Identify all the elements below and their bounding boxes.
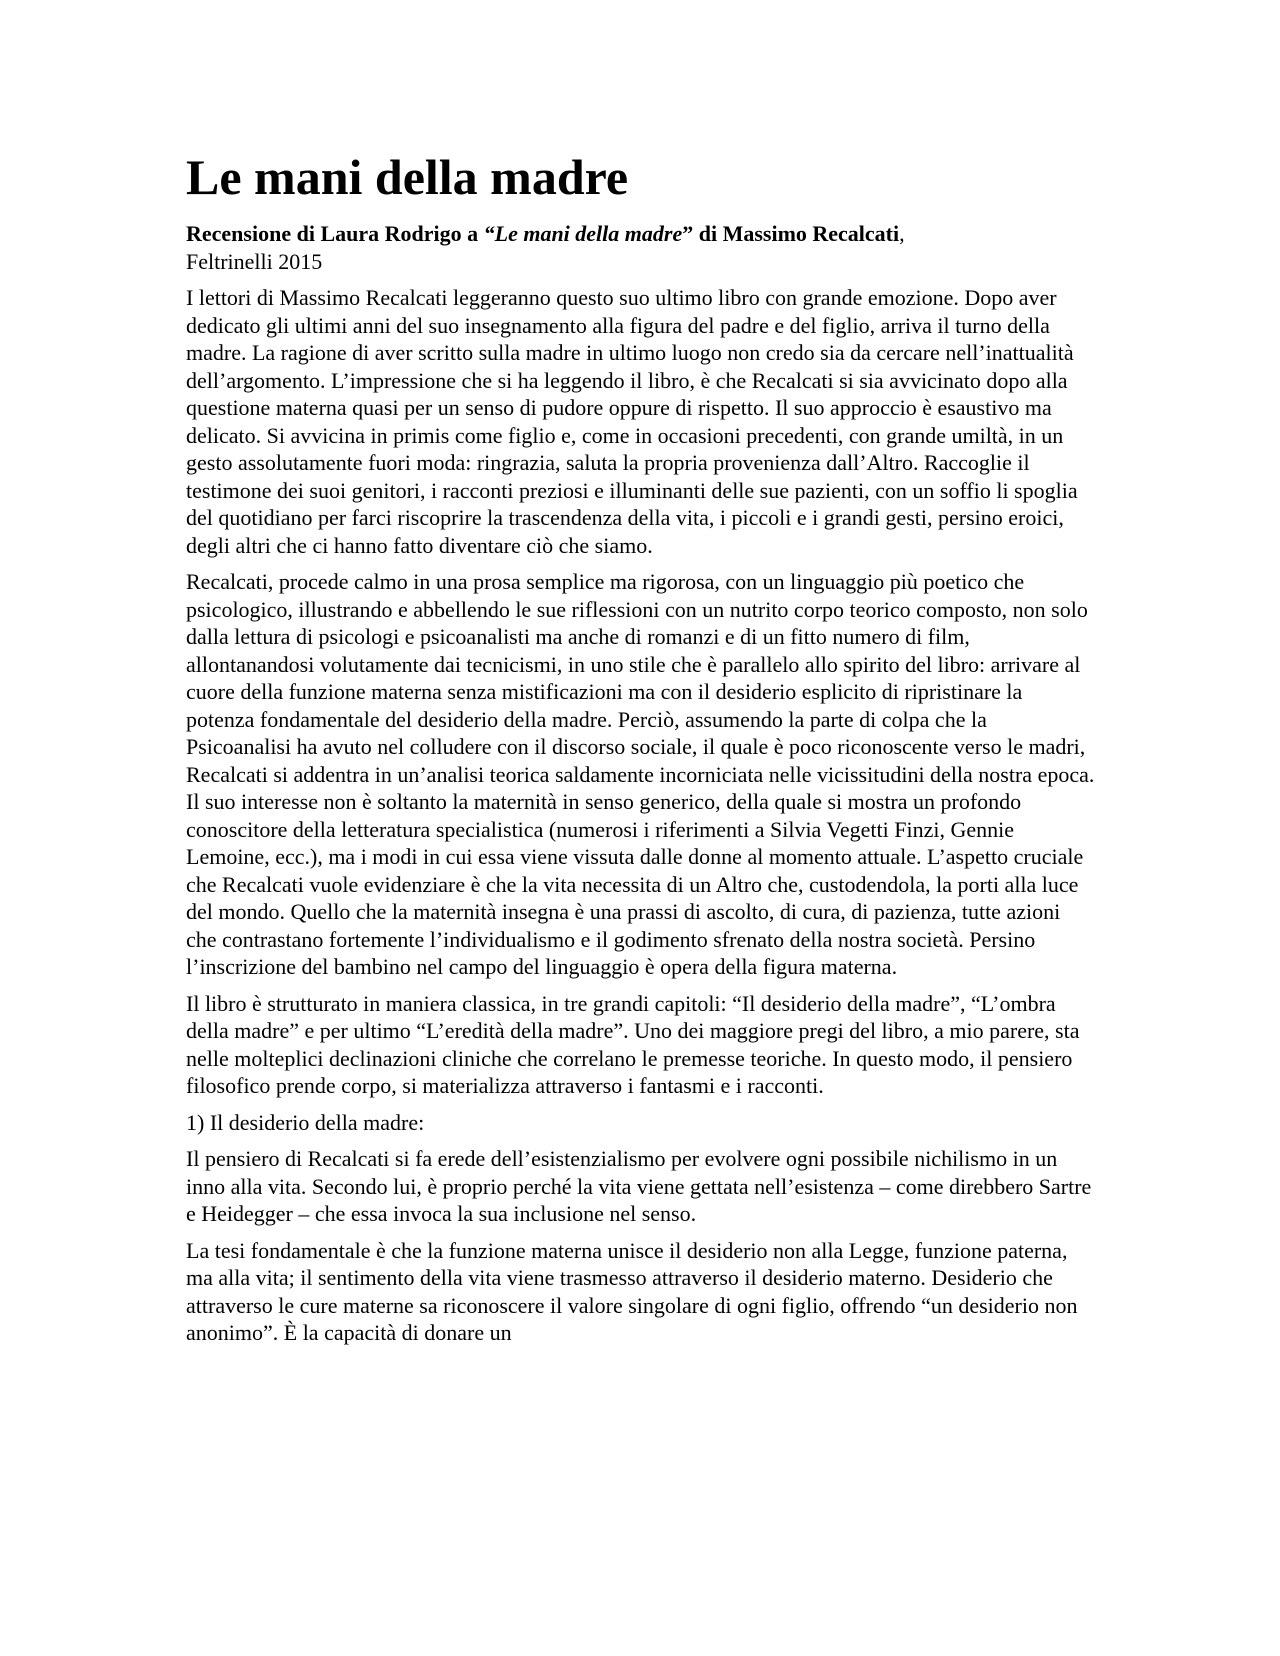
subtitle-reviewer: Recensione di Laura Rodrigo a bbox=[186, 221, 484, 246]
paragraph-structure: Il libro è strutturato in maniera classica, in tre grandi capitoli: “Il desiderio della madre”, “L’ombra della madre” e per ultimo “L’eredità della madre”. Uno dei maggiore pregi del libro, a mio parere, sta nelle molteplici declinazioni cliniche che correlano le premesse teoriche. In questo modo, il pensiero filosofico prende corpo, si materializza attraverso i fantasmi e i racconti. bbox=[186, 990, 1080, 1098]
subtitle-comma: , bbox=[899, 221, 905, 246]
paragraph-intro: I lettori di Massimo Recalcati leggeranno questo suo ultimo libro con grande emozione. Dopo aver dedicato gli ultimi anni del suo insegnamento alla figura del padre e del figlio, arriva il turno della madre. La ragione di aver scritto sulla madre in ultimo luogo non credo sia da cercare nell’inattualità dell’argomento. L’impressione che si ha leggendo il libro, è che Recalcati si sia avvicinato dopo alla questione materna quasi per un senso di pudore oppure di rispetto. Il suo approccio è esaustivo ma delicato. Si avvicina in primis come figlio e, come in occasioni precedenti, con grande umiltà, in un gesto assolutamente fuori moda: ringrazia, saluta la propria provenienza dall’Altro. Raccoglie il testimone dei suoi genitori, i racconti preziosi e illuminanti delle sue pazienti, con un soffio li spoglia del quotidiano per farci riscoprire la trascendenza della vita, i piccoli e i grandi gesti, persino eroici, degli altri che ci hanno fatto diventare ciò che siamo. bbox=[186, 285, 1078, 558]
paragraph-thesis: La tesi fondamentale è che la funzione materna unisce il desiderio non alla Legge, funzione paterna, ma alla vita; il sentimento della vita viene trasmesso attraverso il desiderio materno. Desiderio che attraverso le cure materne sa riconoscere il valore singolare di ogni figlio, offrendo “un desiderio non anonimo”. È la capacità di donare un bbox=[186, 1237, 1078, 1345]
document-title: Le mani della madre bbox=[186, 149, 629, 205]
subtitle-close-quote: ” bbox=[682, 221, 694, 246]
review-subtitle bbox=[186, 220, 1096, 275]
subtitle-book-title: Le mani della madre bbox=[494, 221, 683, 246]
paragraph-style: Recalcati, procede calmo in una prosa semplice ma rigorosa, con un linguaggio più poetico che psicologico, illustrando e abbellendo le sue riflessioni con un nutrito corpo teorico composto, non solo dalla lettura di psicologi e psicoanalisti ma anche di romanzi e di un fitto numero di film, allontanandosi volutamente dai tecnicismi, in uno stile che è parallelo allo spirito del libro: arrivare al cuore della funzione materna senza mistificazioni ma con il desiderio esplicito di ripristinare la potenza fondamentale del desiderio della madre. Perciò, assumendo la parte di colpa che la Psicoanalisi ha avuto nel colludere con il discorso sociale, il quale è poco riconoscente verso le madri, Recalcati si addentra in un’analisi teorica saldamente incorniciata nelle vicissitudini della nostra epoca. Il suo interesse non è soltanto la maternità in senso generico, della quale si mostra un profondo conoscitore della letteratura specialistica (numerosi i riferimenti a Silvia Vegetti Finzi, Gennie Lemoine, ecc.), ma i modi in cui essa viene vissuta dalle donne al momento attuale. L’aspetto cruciale che Recalcati vuole evidenziare è che la vita necessita di un Altro che, custodendola, la porti alla luce del mondo. Quello che la maternità insegna è una prassi di ascolto, di cura, di pazienza, tutte azioni che contrastano fortemente l’individualismo e il godimento sfrenato della nostra società. Persino l’inscrizione del bambino nel campo del linguaggio è opera della figura materna. bbox=[186, 569, 1095, 979]
paragraph-existentialism: Il pensiero di Recalcati si fa erede dell’esistenzialismo per evolvere ogni possibile nichilismo in un inno alla vita. Secondo lui, è proprio perché la vita viene gettata nell’esistenza – come direbbero Sartre e Heidegger – che essa invoca la sua inclusione nel senso. bbox=[186, 1146, 1092, 1226]
document-page bbox=[186, 146, 1096, 1347]
section-heading: 1) Il desiderio della madre: bbox=[186, 1109, 425, 1135]
subtitle-open-quote: “ bbox=[483, 221, 495, 246]
subtitle-publisher: Feltrinelli 2015 bbox=[186, 248, 323, 274]
subtitle-author: di Massimo Recalcati bbox=[693, 221, 900, 246]
